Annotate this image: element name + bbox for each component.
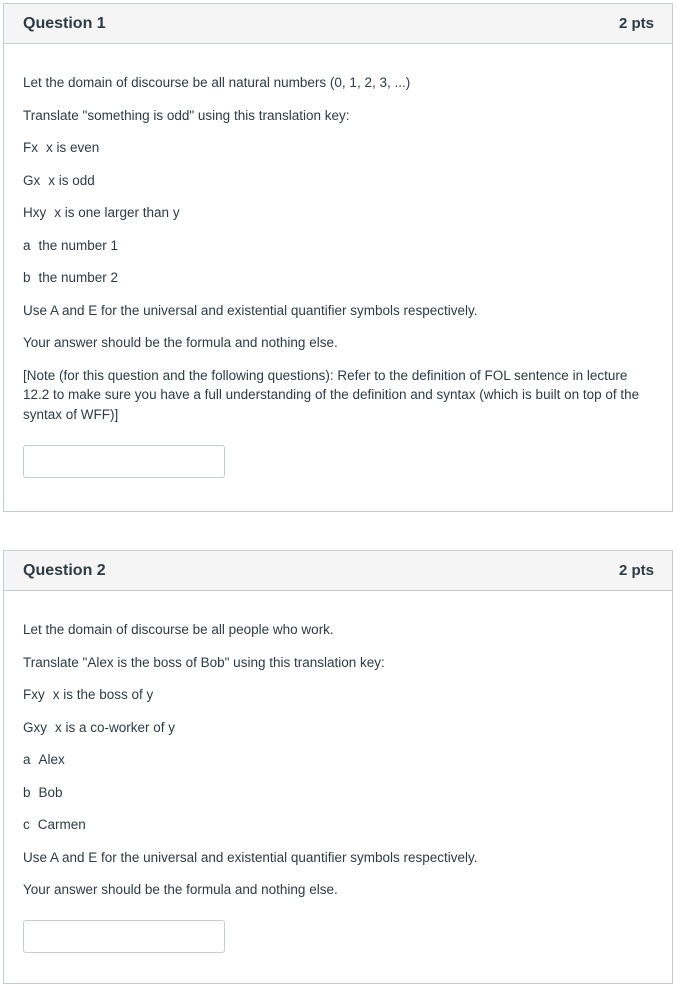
key-meaning: Carmen — [37, 817, 86, 832]
key-meaning: Bob — [38, 784, 63, 800]
question-2-quantifier-note: Use A and E for the universal and existential quantifier symbols respectively. — [23, 849, 478, 865]
question-1-header — [4, 4, 672, 44]
question-1-answer-input[interactable] — [23, 445, 225, 478]
question-1-title: Question 1 — [23, 14, 106, 32]
key-meaning: x is the boss of y — [52, 687, 154, 702]
key-item — [23, 815, 653, 835]
key-item — [23, 268, 653, 288]
question-1-card — [3, 3, 673, 512]
question-2-header — [4, 551, 672, 591]
question-2-answer-note: Your answer should be the formula and nothing else. — [23, 882, 338, 897]
key-item — [23, 750, 653, 770]
key-symbol: Gxy — [23, 719, 48, 735]
question-1-body — [4, 44, 672, 478]
key-symbol: Gx — [23, 172, 41, 188]
question-1-fol-note: [Note (for this question and the following questions): Refer to the definition of FOL sentence in lecture 12.2 to make sure you have a full understanding of the definition and syntax (which is built on top of the syntax of WFF)] — [23, 367, 640, 422]
key-item — [23, 138, 653, 158]
key-symbol: Fxy — [23, 687, 45, 702]
key-symbol: a — [23, 237, 31, 253]
question-1-domain: Let the domain of discourse be all natural numbers (0, 1, 2, 3, ...) — [23, 75, 411, 90]
key-item — [23, 718, 653, 738]
key-meaning: x is odd — [48, 172, 95, 188]
question-2-card — [3, 550, 673, 984]
key-symbol: Fx — [23, 140, 38, 155]
question-2-title: Question 2 — [23, 561, 106, 579]
key-item — [23, 236, 653, 256]
key-item — [23, 685, 653, 705]
key-meaning: the number 1 — [38, 237, 119, 253]
key-meaning: the number 2 — [38, 270, 119, 285]
question-1-answer-note: Your answer should be the formula and nothing else. — [23, 335, 338, 350]
question-1-instruction: Translate "something is odd" using this translation key: — [23, 107, 350, 123]
question-1-quantifier-note: Use A and E for the universal and existential quantifier symbols respectively. — [23, 302, 478, 318]
key-symbol: c — [23, 817, 30, 832]
key-meaning: x is one larger than y — [54, 205, 180, 220]
key-meaning: x is a co-worker of y — [55, 719, 176, 735]
key-symbol: a — [23, 752, 31, 767]
question-2-points: 2 pts — [618, 562, 654, 579]
question-1-points: 2 pts — [618, 15, 654, 32]
key-symbol: b — [23, 784, 31, 800]
key-meaning: x is even — [46, 140, 100, 155]
question-2-instruction: Translate "Alex is the boss of Bob" using this translation key: — [23, 654, 385, 670]
question-2-answer-input[interactable] — [23, 920, 225, 953]
key-item — [23, 203, 653, 223]
key-symbol: b — [23, 270, 31, 285]
key-item — [23, 171, 653, 191]
key-meaning: Alex — [38, 752, 65, 767]
key-symbol: Hxy — [23, 205, 47, 220]
key-item — [23, 783, 653, 803]
question-2-domain: Let the domain of discourse be all people who work. — [23, 622, 334, 637]
question-2-body — [4, 591, 672, 953]
